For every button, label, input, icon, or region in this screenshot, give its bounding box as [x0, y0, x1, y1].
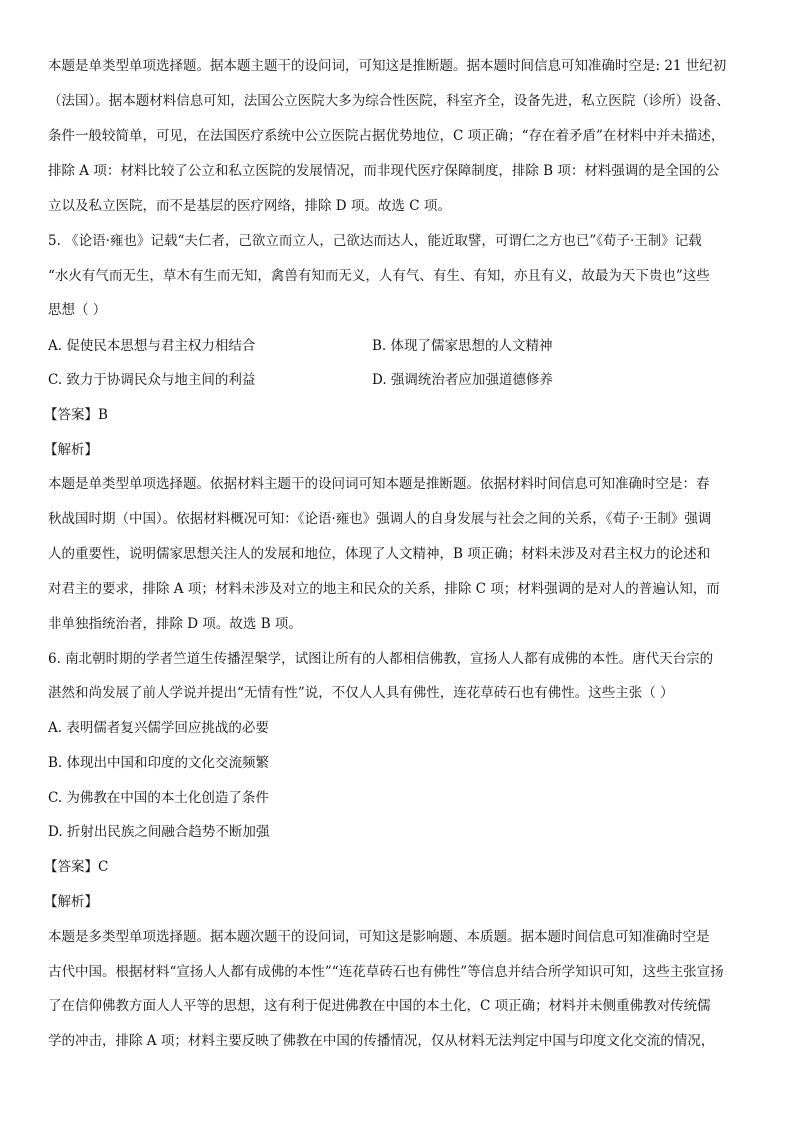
- q6-option-b: B. 体现出中国和印度的文化交流频繁: [48, 755, 270, 771]
- q4-analysis-line: （法国）。据本题材料信息可知，法国公立医院大多为综合性医院，科室齐全，设备先进，私立医院（诊所）设备、: [48, 93, 730, 109]
- q5-option-a: A. 促使民本思想与君主权力相结合: [48, 338, 256, 354]
- q6-analysis-line: 本题是多类型单项选择题。据本题次题干的设问词，可知这是影响题、本质题。据本题时间信息可知准确时空是: [48, 929, 710, 945]
- q5-stem-line: 思想（ ）: [48, 302, 107, 318]
- q5-option-b: B. 体现了儒家思想的人文精神: [372, 338, 553, 354]
- q6-option-d: D. 折射出民族之间融合趋势不断加强: [48, 824, 270, 840]
- q6-analysis-line: 古代中国。根据材料“宣扬人人都有成佛的本性”“连花草砖石也有佛性”等信息并结合所学知识可知，这些主张宣扬: [48, 964, 724, 980]
- q6-analysis-line: 了在信仰佛教方面人人平等的思想，这有利于促进佛教在中国的本土化，C 项正确；材料并未侧重佛教对传统儒: [48, 998, 711, 1014]
- q5-analysis-line: 本题是单类型单项选择题。依据材料主题干的设问词可知本题是推断题。依据材料时间信息可知准确时空是：春: [48, 476, 710, 492]
- q5-analysis-heading: 【解析】: [44, 442, 98, 458]
- q6-option-a: A. 表明儒者复兴儒学回应挑战的必要: [48, 720, 269, 736]
- q6-option-c: C. 为佛教在中国的本土化创造了条件: [48, 790, 269, 806]
- q6-answer: 【答案】C: [44, 859, 109, 875]
- q5-analysis-line: 秋战国时期（中国）。依据材料概况可知：《论语·雍也》强调人的自身发展与社会之间的关系，《荀子·王制》强调: [48, 511, 712, 527]
- q4-analysis-line: 排除 A 项：材料比较了公立和私立医院的发展情况，而非现代医疗保障制度，排除 B 项：材料强调的是全国的公: [48, 163, 720, 179]
- q5-option-c: C. 致力于协调民众与地主间的利益: [48, 372, 256, 388]
- q5-analysis-line: 人的重要性，说明儒家思想关注人的发展和地位，体现了人文精神，B 项正确；材料未涉及对君主权力的论述和: [48, 546, 711, 562]
- q5-answer: 【答案】B: [44, 407, 108, 423]
- q5-option-d: D. 强调统治者应加强道德修养: [372, 372, 553, 388]
- q5-analysis-line: 对君主的要求，排除 A 项；材料未涉及对立的地主和民众的关系，排除 C 项；材料强调的是对人的普遍认知，而: [48, 581, 720, 597]
- q4-analysis-line: 立以及私立医院，而不是基层的医疗网络，排除 D 项。故选 C 项。: [48, 198, 451, 214]
- q6-stem-line: 6. 南北朝时期的学者竺道生传播涅槃学，试图让所有的人都相信佛教，宣扬人人都有成佛的本性。唐代天台宗的: [48, 651, 714, 667]
- q5-analysis-line: 非单独指统治者，排除 D 项。故选 B 项。: [48, 616, 302, 632]
- q4-analysis-line: 条件一般较简单，可见，在法国医疗系统中公立医院占据优势地位，C 项正确；“存在着矛盾”在材料中并未描述，: [48, 128, 725, 144]
- q6-analysis-heading: 【解析】: [44, 894, 98, 910]
- q4-analysis-line: 本题是单类型单项选择题。据本题主题干的设问词，可知这是推断题。据本题时间信息可知准确时空是: 21 世纪初: [48, 58, 727, 74]
- q6-analysis-line: 学的冲击，排除 A 项；材料主要反映了佛教在中国的传播情况，仅从材料无法判定中国与印度文化交流的情况，: [48, 1033, 715, 1049]
- q6-stem-line: 湛然和尚发展了前人学说并提出“无情有性”说，不仅人人具有佛性，连花草砖石也有佛性。这些主张（ ）: [48, 685, 674, 701]
- q5-stem-line: 5. 《论语·雍也》记载“夫仁者，己欲立而立人，己欲达而达人，能近取譬，可谓仁之方也已”《荀子·王制》记载: [48, 233, 702, 249]
- q5-stem-line: “水火有气而无生，草木有生而无知，禽兽有知而无义，人有气、有生、有知，亦且有义，故最为天下贵也”这些: [48, 268, 710, 284]
